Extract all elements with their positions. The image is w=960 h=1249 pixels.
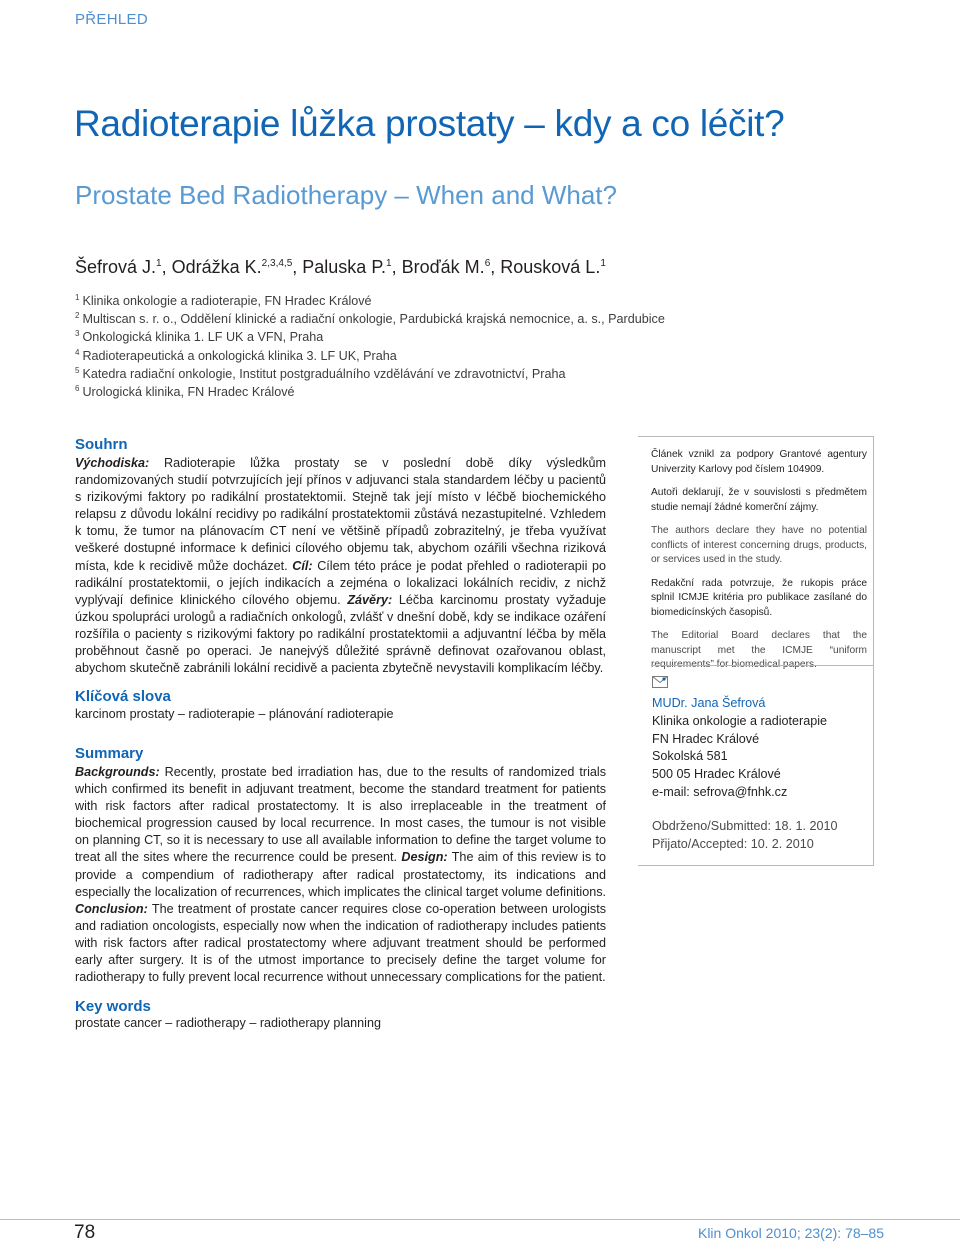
affiliation-list bbox=[75, 292, 715, 401]
affiliation-text: Katedra radiační onkologie, Institut postgraduálního vzdělávání ve zdravotnictví, Praha bbox=[82, 366, 566, 381]
submitted-date: Obdrženo/Submitted: 18. 1. 2010 bbox=[652, 819, 838, 833]
author-affiliation-ref: 1 bbox=[156, 258, 162, 269]
affiliation-item bbox=[75, 347, 715, 365]
affiliation-text: Urologická klinika, FN Hradec Králové bbox=[82, 385, 295, 400]
label-conclusion: Conclusion: bbox=[75, 901, 148, 916]
article-subtitle: Prostate Bed Radiotherapy – When and What? bbox=[75, 180, 617, 210]
contact-line: Klinika onkologie a radioterapie bbox=[652, 713, 828, 728]
author-affiliation-ref: 1 bbox=[386, 258, 392, 269]
text-cil: Cílem této práce je podat přehled o radioterapii po radikální prostatektomii, o jejích indikacích a zejména o lokalizaci lokálních recidiv, z nichž vyplývají definice klinického cílového objemu. bbox=[75, 558, 606, 607]
author-separator: , bbox=[161, 257, 172, 277]
contact-line: FN Hradec Králové bbox=[652, 731, 760, 746]
sidebar-divider bbox=[651, 665, 873, 666]
affiliation-number: 6 bbox=[75, 384, 80, 394]
funding-note: Článek vznikl za podpory Grantové agentury Univerzity Karlovy pod číslem 104909. bbox=[651, 449, 867, 475]
author-list bbox=[75, 257, 606, 278]
label-backgrounds: Backgrounds: bbox=[75, 765, 160, 779]
section-label: PŘEHLED bbox=[75, 11, 148, 28]
affiliation-item bbox=[75, 310, 715, 328]
author-affiliation-ref: 2,3,4,5 bbox=[261, 258, 293, 269]
author-separator: , bbox=[292, 257, 303, 277]
icmje-note-en: The Editorial Board declares that the manuscript met the ICMJE “uniform bbox=[651, 630, 867, 656]
author-separator: , bbox=[391, 257, 402, 277]
accepted-date: Přijato/Accepted: 10. 2. 2010 bbox=[652, 836, 814, 851]
conflict-note-en: The authors declare they have no potential conflicts of interest concerning drugs, products, or services used in the study. bbox=[651, 525, 867, 565]
text-vychodiska: Radioterapie lůžka prostaty se v poslední době díky výsledkům randomizovaných studií potvrzujících její přínos v adjuvanci stala standardem léčby u pacientů s rizikovými faktory po radikální prostatektomii. Stejně tak její místo v léčbě biochemického relapsu z důvodu lokální recidivy po radikální prostatektomii zůstává nezastupitelné. Vzhledem k tomu, že tumor na plánovacím CT není ve většině případů zobrazitelný, je třeba využívat veškeré dostupné informace k definici cílového objemu tak, abychom ozářili všechna riziková místa, kde k recidivě může docházet. bbox=[75, 456, 606, 573]
affiliation-text: Onkologická klinika 1. LF UK a VFN, Praha bbox=[82, 330, 324, 345]
affiliation-number: 4 bbox=[75, 347, 80, 357]
author-affiliation-ref: 6 bbox=[484, 258, 491, 269]
affiliation-text: Radioterapeutická a onkologická klinika 3. LF UK, Praha bbox=[82, 348, 397, 363]
contact-line: Sokolská 581 bbox=[652, 749, 728, 764]
summary-heading: Summary bbox=[75, 745, 144, 762]
author-name: Paluska P. bbox=[302, 257, 387, 277]
affiliation-item bbox=[75, 365, 715, 383]
key-words-heading: Key words bbox=[75, 998, 151, 1015]
text-zavery: Léčba karcinomu prostaty vyžaduje úzkou spolupráci urologů a radiačních onkologů, zvlášť v dnešní době, kdy se indikace ozáření rozšířila o pacienty s rizikovými faktory po radikální prostatektomii a adjuvantní léčba by měla proběhnout časně po operaci. Je nanejvýš důležité správně definovat ozařovanou oblast, abychom skutečně zabránili lokální recidivě a pacienta zbytečně nevystavili komplikacím léčby. bbox=[75, 592, 606, 676]
text-conclusion: The treatment of prostate cancer requires close co-operation between urologists and radiation oncologists, especially now when the indication of radiotherapy includes patients with risk factors after radical prostatectomy where adjuvant treatment should be performed early after surgery. It is of the utmost importance to precisely define the target volume for radiotherapy to fully prevent local recurrence without unnecessary complications for the patient. bbox=[75, 901, 606, 985]
souhrn-abstract bbox=[75, 455, 606, 677]
author-name: Odrážka K. bbox=[171, 257, 262, 277]
text-design: The aim of this review is to provide a compendium of radiotherapy after radical prostatectomy, its indications and especially the localization of recurrences, which implicates the clinical target volume definitions. bbox=[75, 850, 606, 899]
author-name: Broďák M. bbox=[401, 257, 485, 277]
affiliation-text: Klinika onkologie a radioterapie, FN Hradec Králové bbox=[82, 294, 372, 308]
author-affiliation-ref: 1 bbox=[600, 258, 606, 269]
label-design: Design: bbox=[401, 850, 448, 865]
author-separator: , bbox=[490, 257, 501, 277]
klicova-slova-text: karcinom prostaty – radioterapie – plánování radioterapie bbox=[75, 707, 394, 721]
sidebar-notes bbox=[651, 448, 867, 682]
affiliation-text: Multiscan s. r. o., Oddělení klinické a radiační onkologie, Pardubická krajská nemocnice, a. s., Pardubice bbox=[82, 312, 665, 327]
affiliation-item bbox=[75, 383, 715, 401]
correspondence-contact bbox=[652, 695, 872, 802]
article-title: Radioterapie lůžka prostaty – kdy a co léčit? bbox=[74, 103, 785, 144]
submission-dates bbox=[652, 818, 872, 854]
klicova-slova-heading: Klíčová slova bbox=[75, 688, 171, 705]
contact-line: 500 05 Hradec Králové bbox=[652, 767, 781, 782]
contact-name: MUDr. Jana Šefrová bbox=[652, 696, 766, 710]
label-vychodiska: Východiska: bbox=[75, 456, 150, 470]
conflict-note-cs: Autoři deklarují, že v souvislosti s předmětem studie nemají žádné komerční zájmy. bbox=[651, 487, 867, 513]
contact-email[interactable]: e-mail: sefrova@fnhk.cz bbox=[652, 784, 788, 799]
summary-abstract bbox=[75, 764, 606, 986]
affiliation-number: 2 bbox=[75, 311, 80, 321]
mail-icon bbox=[652, 676, 668, 688]
affiliation-number: 1 bbox=[75, 293, 80, 302]
affiliation-item bbox=[75, 328, 715, 346]
icmje-note-cs: Redakční rada potvrzuje, že rukopis práce splnil ICMJE kritéria pro publikace zasílané do biomedicínských časopisů. bbox=[651, 577, 867, 618]
key-words-text: prostate cancer – radiotherapy – radiotherapy planning bbox=[75, 1016, 381, 1030]
author-name: Rousková L. bbox=[500, 257, 601, 277]
affiliation-item bbox=[75, 292, 715, 310]
affiliation-number: 5 bbox=[75, 365, 80, 375]
affiliation-number: 3 bbox=[75, 329, 80, 339]
label-zavery: Závěry: bbox=[347, 592, 393, 607]
journal-citation: Klin Onkol 2010; 23(2): 78–85 bbox=[697, 1225, 884, 1241]
page-number: 78 bbox=[74, 1222, 96, 1243]
footer-rule bbox=[0, 1219, 960, 1220]
author-name: Šefrová J. bbox=[75, 257, 157, 277]
souhrn-heading: Souhrn bbox=[75, 436, 128, 453]
label-cil: Cíl: bbox=[292, 558, 313, 573]
text-backgrounds: Recently, prostate bed irradiation has, due to the results of randomized trials which confirmed its benefit in adjuvant treatment, become the standard treatment for patients with risk factors after radical prostatectomy. It is also irreplaceable in the treatment of biochemical progression caused by local recurrence. In most cases, the tumour is not visible on planning CT, so it is necessary to use all available information to define the target volume to treat all the sites where the recurrence could be present. bbox=[75, 765, 606, 865]
